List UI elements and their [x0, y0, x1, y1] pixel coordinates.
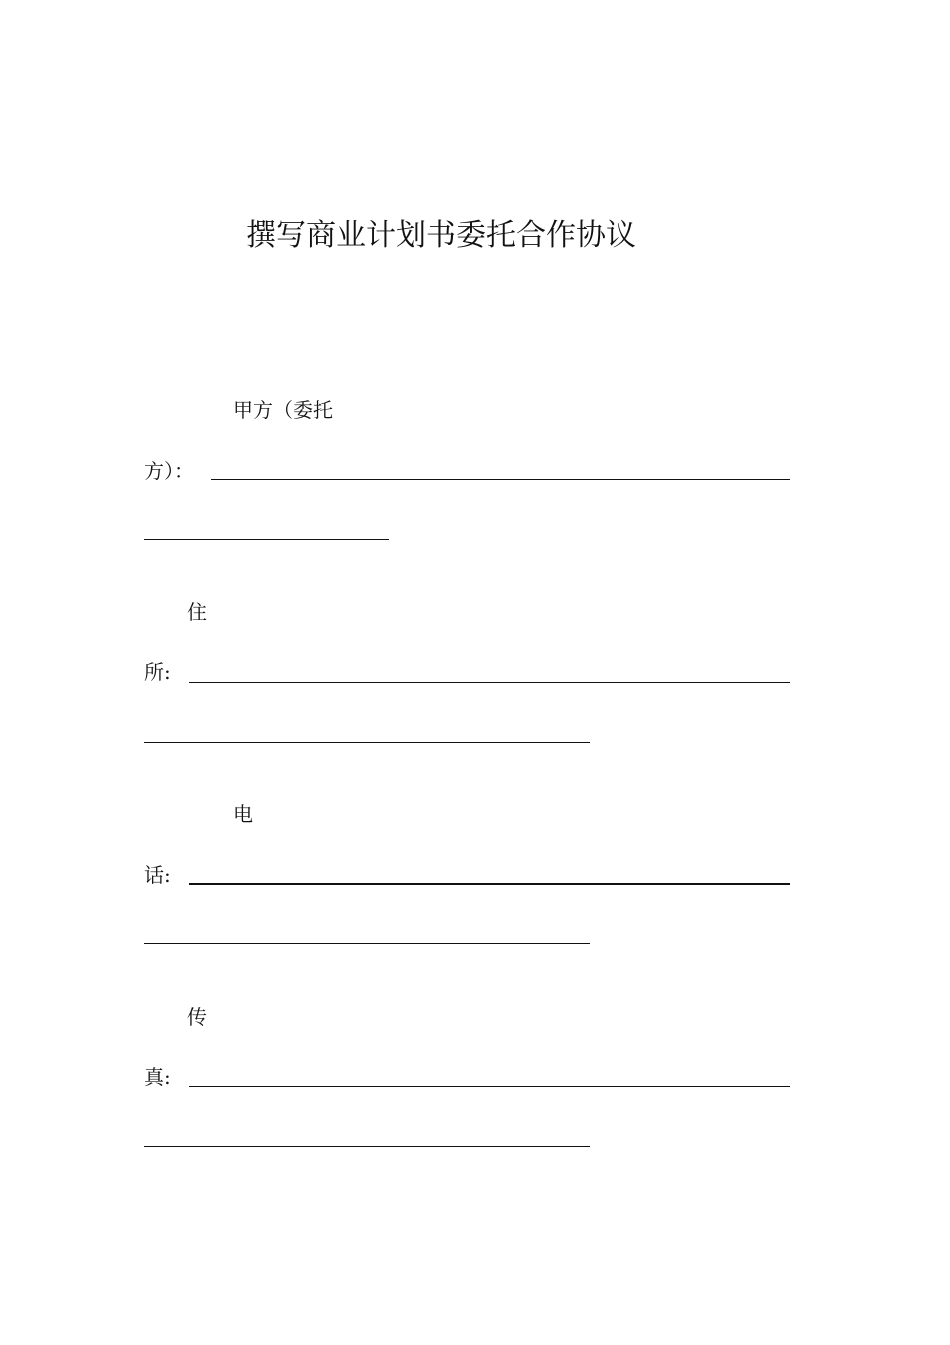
address-continuation-line [144, 742, 590, 743]
phone-label-line2: 话: [144, 863, 171, 887]
party-a-label-line2: 方）： [144, 459, 194, 483]
address-blank-line [189, 682, 790, 683]
phone-continuation-line [144, 943, 590, 944]
party-a-continuation-line [144, 539, 389, 540]
party-a-label-line1: 甲方（委托 [233, 398, 333, 422]
fax-blank-line [189, 1086, 790, 1087]
fax-label-line2: 真: [144, 1065, 171, 1089]
address-label-line2: 所: [144, 660, 171, 684]
fax-continuation-line [144, 1146, 590, 1147]
party-a-blank-line [211, 479, 790, 480]
fax-label-line1: 传 [187, 1005, 207, 1029]
phone-label-line1: 电 [233, 802, 253, 826]
address-label-line1: 住 [187, 600, 207, 624]
phone-blank-line [189, 883, 790, 885]
document-title: 撰写商业计划书委托合作协议 [246, 218, 636, 253]
